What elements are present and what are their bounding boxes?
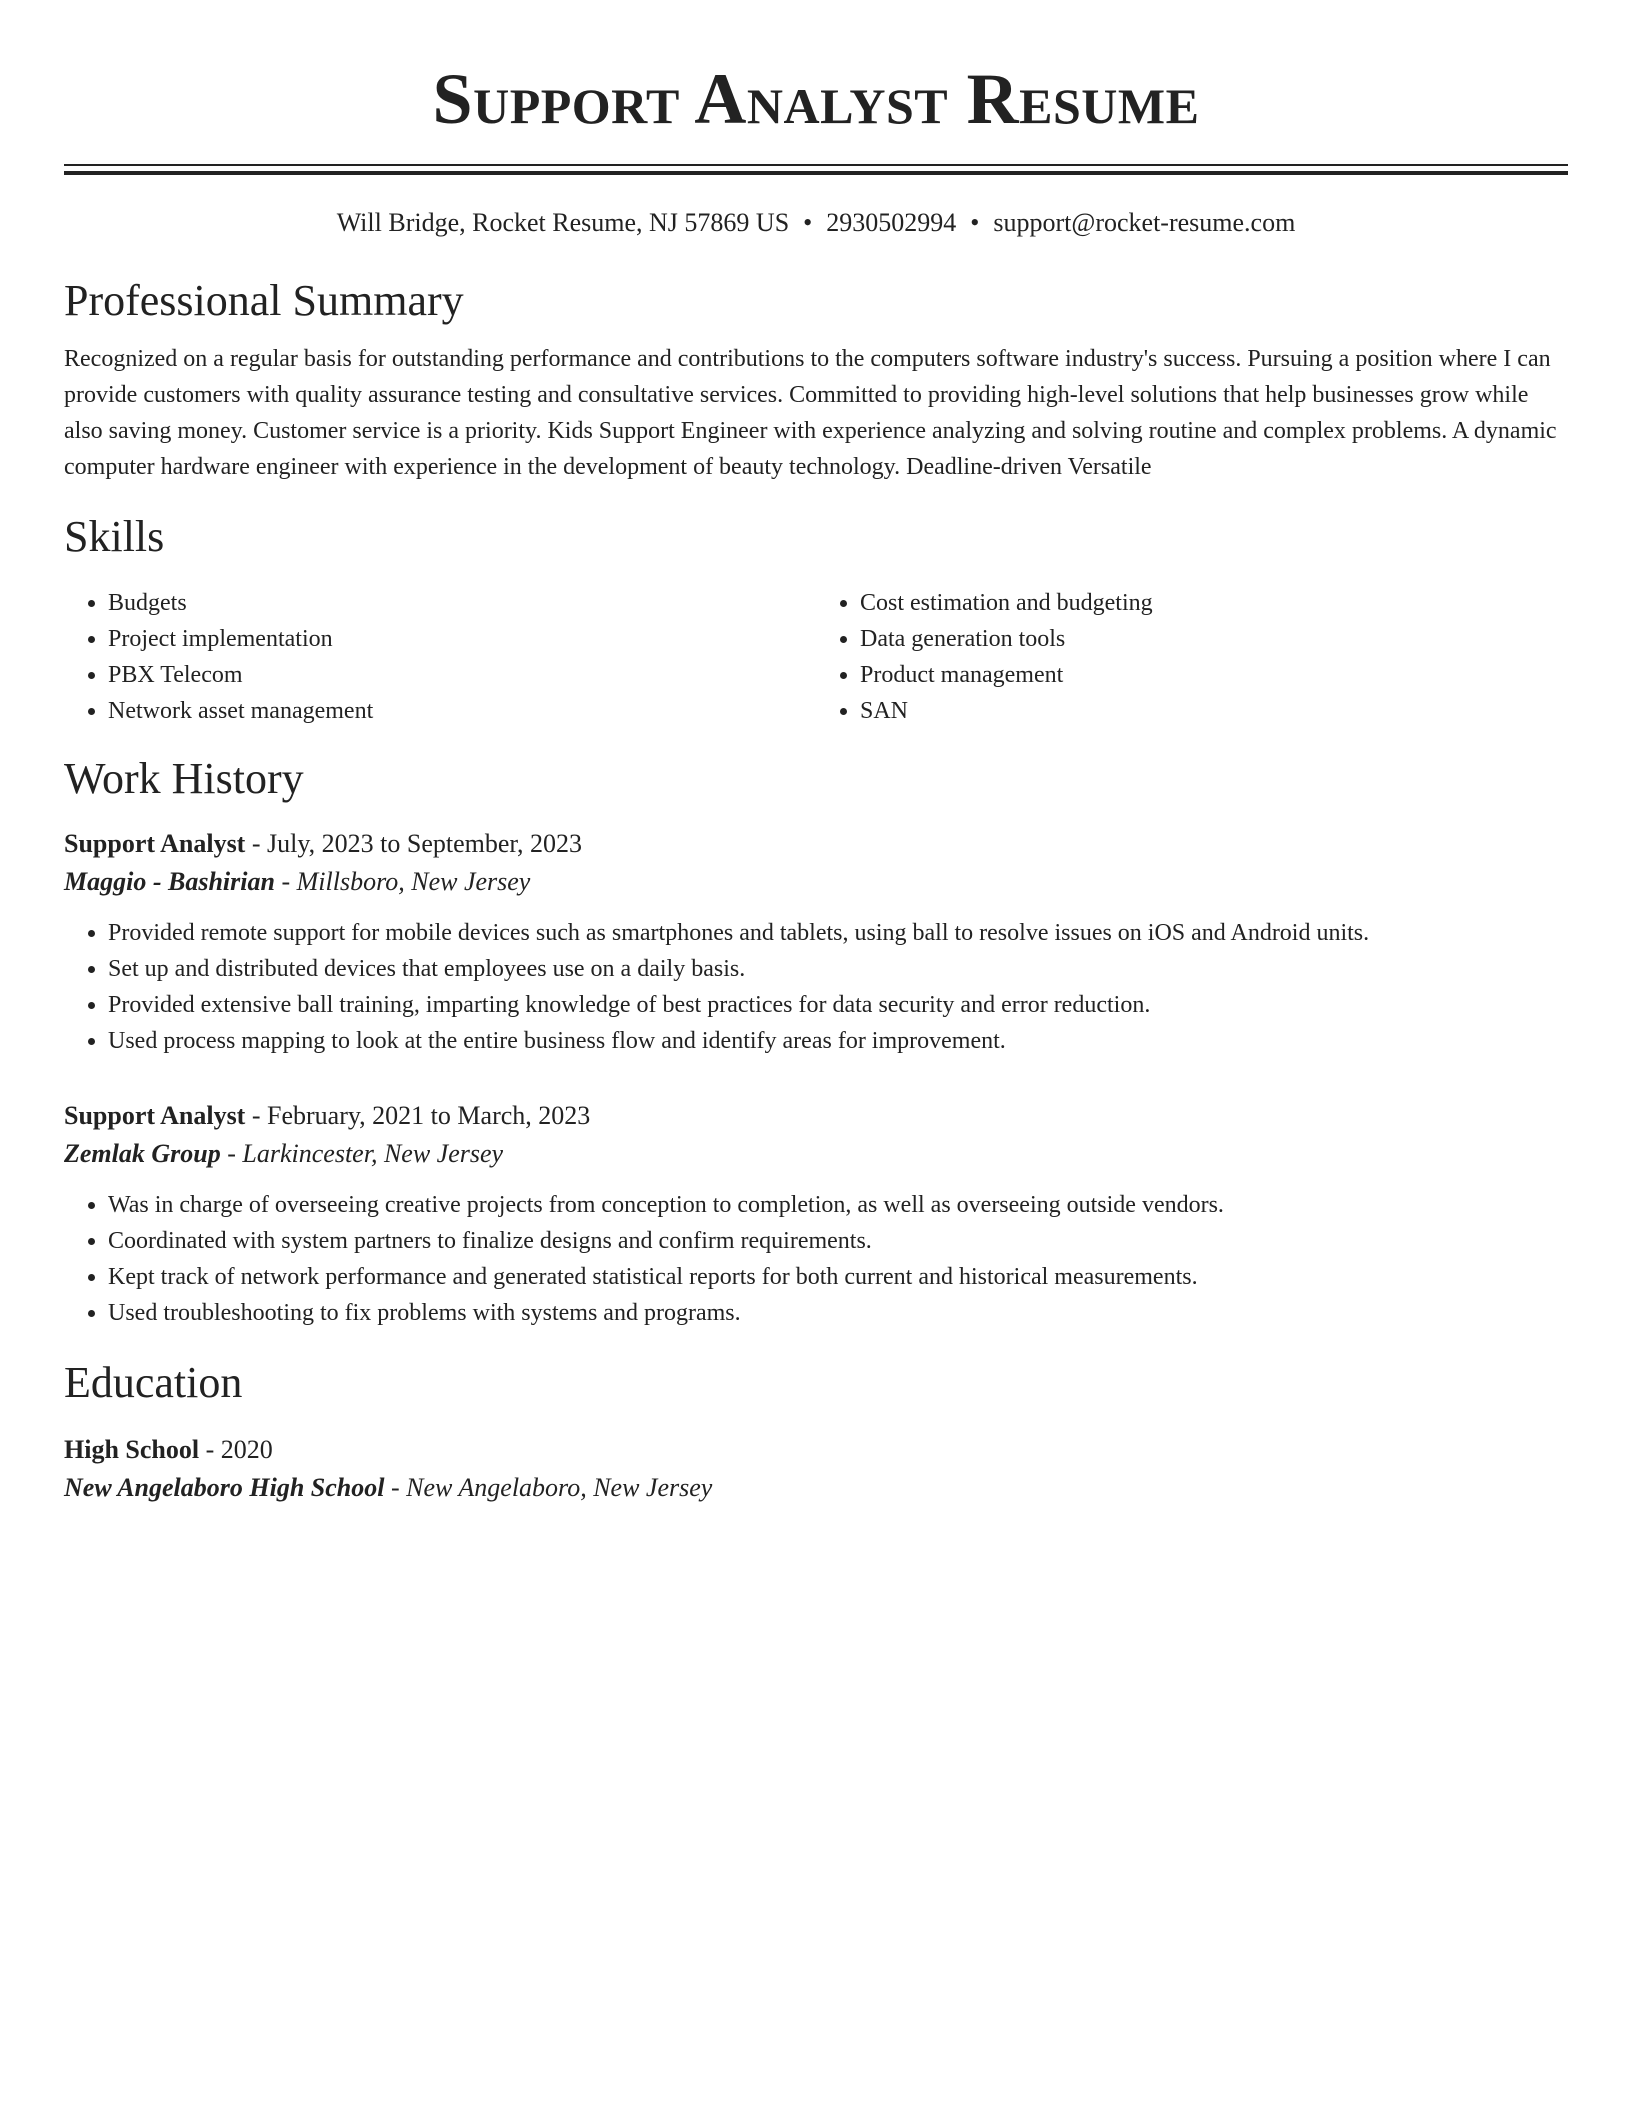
contact-separator: • bbox=[803, 208, 813, 237]
job-bullet: • Used process mapping to look at the entire business flow and identify areas for improvement. bbox=[108, 1023, 1568, 1059]
skill-item: • Budgets bbox=[108, 585, 816, 621]
job-title: Support Analyst bbox=[64, 1101, 246, 1130]
contact-separator: • bbox=[970, 208, 980, 237]
job-title-line: Support Analyst - February, 2021 to March, 2023 bbox=[64, 1101, 591, 1130]
job-entry bbox=[64, 1097, 1568, 1331]
job-bullets bbox=[64, 1187, 1568, 1331]
job-company: Zemlak Group bbox=[64, 1139, 221, 1168]
skill-item: • PBX Telecom bbox=[108, 657, 816, 693]
job-bullet: • Set up and distributed devices that employees use on a daily basis. bbox=[108, 951, 1568, 987]
education-school-line: New Angelaboro High School - New Angelaboro, New Jersey bbox=[64, 1473, 713, 1502]
job-dates: February, 2021 to March, 2023 bbox=[267, 1101, 591, 1130]
contact-line bbox=[64, 207, 1568, 239]
job-company-line: Zemlak Group - Larkincester, New Jersey bbox=[64, 1139, 504, 1168]
job-bullet: • Provided extensive ball training, imparting knowledge of best practices for data security and error reduction. bbox=[108, 987, 1568, 1023]
contact-address: Will Bridge, Rocket Resume, NJ 57869 US bbox=[336, 208, 790, 237]
skill-item: • Cost estimation and budgeting bbox=[860, 585, 1568, 621]
skill-item: • SAN bbox=[860, 693, 1568, 729]
skills-list bbox=[64, 585, 1568, 729]
education-degree-line: High School - 2020 bbox=[64, 1435, 273, 1464]
skill-item: • Network asset management bbox=[108, 693, 816, 729]
page-title: Support Analyst Resume bbox=[432, 59, 1200, 139]
job-bullets bbox=[64, 915, 1568, 1059]
job-company: Maggio - Bashirian bbox=[64, 867, 275, 896]
skills-column-right bbox=[816, 585, 1568, 729]
education-year: 2020 bbox=[220, 1435, 273, 1464]
contact-phone: 2930502994 bbox=[826, 208, 957, 237]
job-title-line: Support Analyst - July, 2023 to September, 2023 bbox=[64, 829, 583, 858]
title-double-rule bbox=[64, 164, 1568, 175]
skills-heading: Skills bbox=[64, 512, 165, 561]
job-company-line: Maggio - Bashirian - Millsboro, New Jersey bbox=[64, 867, 531, 896]
job-entry bbox=[64, 825, 1568, 1059]
job-bullet: • Coordinated with system partners to finalize designs and confirm requirements. bbox=[108, 1223, 1568, 1259]
skill-item: • Data generation tools bbox=[860, 621, 1568, 657]
education-degree: High School bbox=[64, 1435, 200, 1464]
job-bullet: • Used troubleshooting to fix problems with systems and programs. bbox=[108, 1295, 1568, 1331]
skill-item: • Project implementation bbox=[108, 621, 816, 657]
job-bullet: • Kept track of network performance and generated statistical reports for both current and historical measurements. bbox=[108, 1259, 1568, 1295]
job-location: Millsboro, New Jersey bbox=[296, 867, 531, 896]
education-school: New Angelaboro High School bbox=[64, 1473, 385, 1502]
job-title: Support Analyst bbox=[64, 829, 246, 858]
education-heading: Education bbox=[64, 1358, 243, 1407]
education-location: New Angelaboro, New Jersey bbox=[406, 1473, 713, 1502]
contact-email: support@rocket-resume.com bbox=[993, 208, 1296, 237]
work-history-heading: Work History bbox=[64, 754, 304, 803]
skill-item: • Product management bbox=[860, 657, 1568, 693]
summary-text: Recognized on a regular basis for outstanding performance and contributions to the computers software industry's success. Pursuing a position where I can provide customers with quality assurance testing and consultative services. Committed to providing high-level solutions that help businesses grow while also saving money. Customer service is a priority. Kids Support Engineer with experience analyzing and solving routine and complex problems. A dynamic computer hardware engineer with experience in the development of beauty technology. Deadline-driven Versatile bbox=[64, 346, 1557, 480]
job-dates: July, 2023 to September, 2023 bbox=[267, 829, 583, 858]
education-entry bbox=[64, 1431, 1568, 1507]
summary-heading: Professional Summary bbox=[64, 276, 464, 325]
skills-column-left bbox=[64, 585, 816, 729]
job-location: Larkincester, New Jersey bbox=[242, 1139, 504, 1168]
job-bullet: • Was in charge of overseeing creative projects from conception to completion, as well as overseeing outside vendors. bbox=[108, 1187, 1568, 1223]
job-bullet: • Provided remote support for mobile devices such as smartphones and tablets, using ball to resolve issues on iOS and Android units. bbox=[108, 915, 1568, 951]
